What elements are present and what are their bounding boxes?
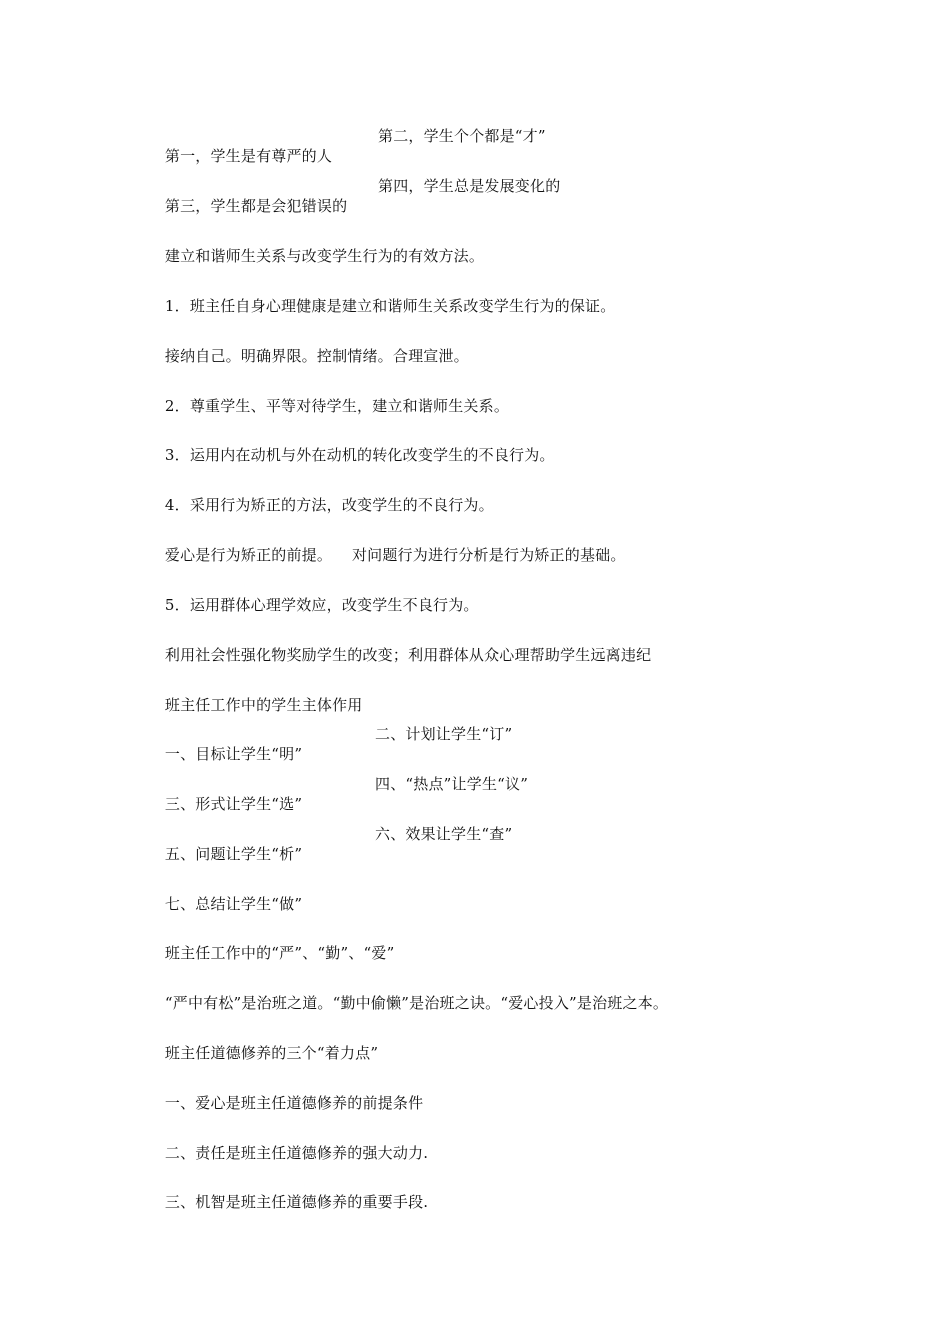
line-text-second-column: 四、“热点”让学生“议” [375,775,529,793]
line-text: 第一，学生是有尊严的人 [164,147,333,165]
line-text-second-column: 第四，学生总是发展变化的 [378,177,561,195]
line-text: 三、形式让学生“选” [164,795,303,813]
line-text: 三、机智是班主任道德修养的重要手段. [164,1193,429,1211]
line-text: 一、目标让学生“明” [164,745,303,763]
line-text: 班主任道德修养的三个“着力点” [164,1044,379,1062]
line-text: 五、问题让学生“析” [164,845,303,863]
line-text: 5．运用群体心理学效应，改变学生不良行为。 [164,596,479,614]
line-text-second-column: 第二，学生个个都是“才” [378,127,546,145]
line-text: 接纳自己。明确界限。控制情绪。合理宣泄。 [164,347,469,365]
text-line [145,1172,428,1232]
line-text: 班主任工作中的“严”、“勤”、“爱” [164,944,395,962]
line-text: 2．尊重学生、平等对待学生，建立和谐师生关系。 [164,397,510,415]
line-text-second-column: 六、效果让学生“查” [375,825,513,843]
line-text: 建立和谐师生关系与改变学生行为的有效方法。 [164,247,485,265]
line-text: 七、总结让学生“做” [164,895,303,913]
line-text: 4．采用行为矫正的方法，改变学生的不良行为。 [164,496,494,514]
line-text: 班主任工作中的学生主体作用 [164,696,363,714]
line-text: “严中有松”是治班之道。“勤中偷懒”是治班之诀。“爱心投入”是治班之本。 [164,994,669,1012]
line-text: 3．运用内在动机与外在动机的转化改变学生的不良行为。 [164,446,555,464]
line-text: 第三，学生都是会犯错误的 [164,197,348,215]
line-text: 二、责任是班主任道德修养的强大动力. [164,1144,429,1162]
line-text: 爱心是行为矫正的前提。 对问题行为进行分析是行为矫正的基础。 [164,546,626,564]
line-text: 一、爱心是班主任道德修养的前提条件 [164,1094,424,1112]
line-text-second-column: 二、计划让学生“订” [375,725,513,743]
line-text: 1．班主任自身心理健康是建立和谐师生关系改变学生行为的保证。 [164,297,616,315]
line-text: 利用社会性强化物奖励学生的改变；利用群体从众心理帮助学生远离违纪 [164,646,652,664]
